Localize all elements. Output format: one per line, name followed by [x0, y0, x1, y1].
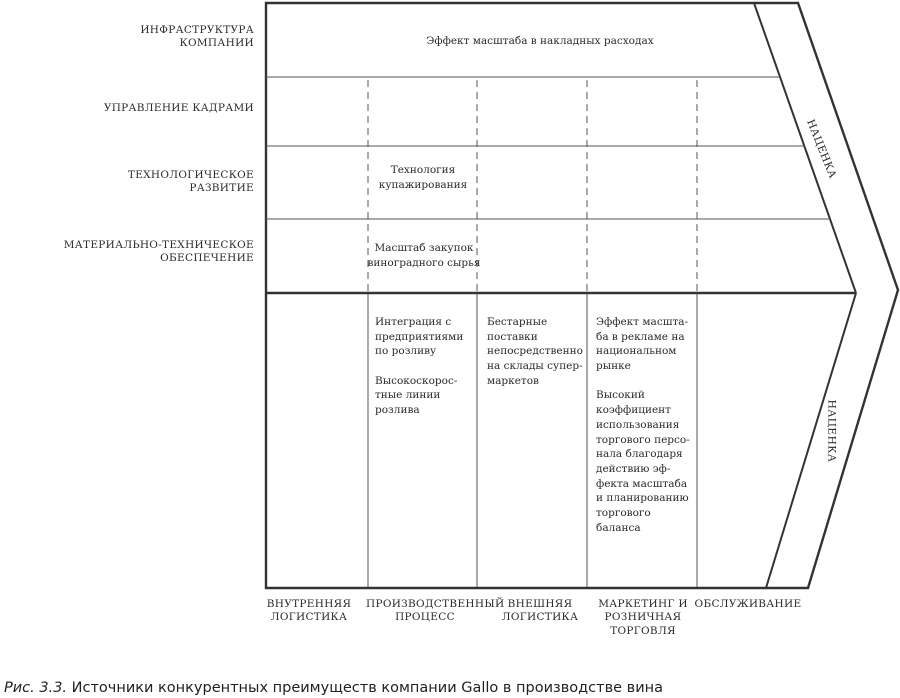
- figure-caption: [4, 680, 663, 696]
- margin-label-lower: НАЦЕНКА: [825, 399, 838, 463]
- primary-label-inbound: ВНУТРЕННЯЯ ЛОГИСТИКА: [266, 598, 352, 624]
- support-margin-boundary: [754, 3, 856, 293]
- value-chain-outline: [266, 3, 898, 588]
- cell-technology: Технология купажирования: [378, 164, 468, 191]
- cell-outbound-logistics: Бестарные поставки непосредственно на склады супер- маркетов: [487, 316, 583, 387]
- primary-label-service: ОБСЛУЖИВАНИЕ: [694, 598, 802, 610]
- cell-marketing: Эффект масшта- ба в рекламе на национальном рынке Высокий коэффициент использования торгового персо- нала благодаря действию эф- фекта масштаба и планированию торгового баланса: [596, 316, 690, 534]
- margin-label-upper: НАЦЕНКА: [804, 117, 839, 181]
- primary-label-marketing: МАРКЕТИНГ И РОЗНИЧНАЯ ТОРГОВЛЯ: [598, 598, 688, 637]
- cell-operations: Интеграция с предприятиями по розливу Высокоскорос- тные линии розлива: [375, 316, 464, 417]
- support-label-infrastructure: ИНФРАСТРУКТУРА КОМПАНИИ: [140, 24, 254, 50]
- figure-caption-text: Источники конкурентных преимуществ компании Gallo в производстве вина: [71, 680, 664, 696]
- primary-margin-boundary: [766, 293, 856, 588]
- figure-number: Рис. 3.3.: [4, 680, 68, 696]
- support-label-procurement: МАТЕРИАЛЬНО-ТЕХНИЧЕСКОЕ ОБЕСПЕЧЕНИЕ: [63, 239, 254, 265]
- support-label-hr: УПРАВЛЕНИЕ КАДРАМИ: [103, 102, 254, 114]
- primary-label-outbound: ВНЕШНЯЯ ЛОГИСТИКА: [501, 598, 579, 624]
- primary-label-operations: ПРОИЗВОДСТВЕННЫЙ ПРОЦЕСС: [366, 598, 505, 624]
- cell-infrastructure: Эффект масштаба в накладных расходах: [426, 35, 654, 47]
- cell-procurement: Масштаб закупок виноградного сырья: [367, 242, 481, 269]
- support-label-technology: ТЕХНОЛОГИЧЕСКОЕ РАЗВИТИЕ: [127, 169, 254, 195]
